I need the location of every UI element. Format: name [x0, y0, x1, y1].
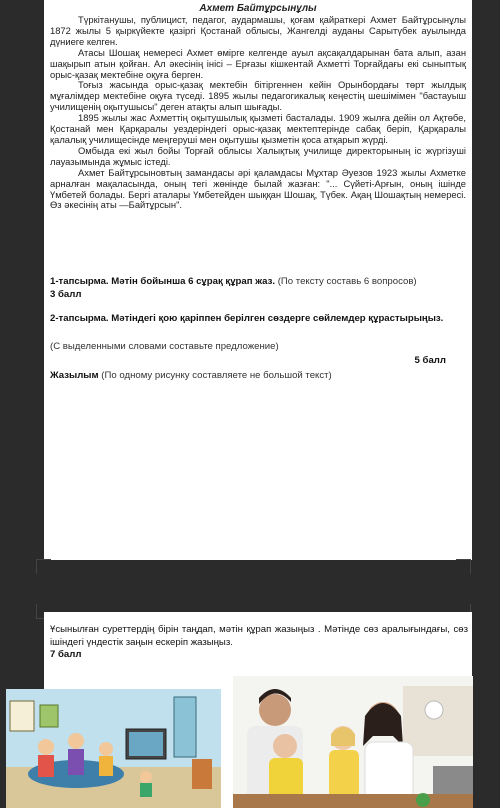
paragraph-3: Тоғыз жасында орыс-қазақ мектебін бітіргеннен кейін Орынбордағы төрт жылдық мұғалімдер мектебіне оқуға түседі. 1895 жылы педагогикалық кеңестің шешімімен "бастауыш училищенің оқытушысы" деген атақты алып шығады. [50, 79, 466, 113]
family-cooking-illustration [233, 676, 473, 808]
document-body [50, 15, 466, 211]
task-3-note: (По одному рисунку составляете не большой текст) [101, 370, 332, 381]
paragraph-5: Омбыда екі жыл бойы Торғай облысы Халықтық училище директорының іс жүргізуші лауазымында жұмыс істеді. [50, 144, 466, 167]
task-2-score: 5 балл [414, 355, 446, 366]
family-cooking-image [233, 676, 473, 808]
page-2-instruction: Ұсынылған суреттердің бірін таңдап, мәтін құрап жазыңыз . Мәтінде сөз аралығындағы, сөз ішіндегі үндестік заңын ескеріп жазыңыз. 7 балл [50, 624, 468, 660]
crop-mark-top-right [456, 559, 471, 574]
paragraph-2: Атасы Шошақ немересі Ахмет өмірге келгенде ауыл ақсақалдарынан бата алып, азан шақырып атын қойған. Ал әкесінің інісі – Ерғазы кішкентай Ахметті Торғайдағы екі сыныптық орыс-қазақ мектебіне оқуға берген. [50, 46, 466, 80]
task-1-title: 1-тапсырма. Мәтін бойынша 6 сұрақ құрап жаз. [50, 276, 276, 287]
task-2-title: 2-тапсырма. Мәтіндегі қою қаріппен берілген сөздерге сөйлемдер құрастырыңыз. [50, 313, 444, 324]
task-3 [50, 370, 466, 382]
paragraph-4: 1895 жылы жас Ахметтің оқытушылық қызметі басталады. 1909 жылға дейін ол Ақтөбе, Қостанай мен Қарқаралы уездеріндегі орыс-қазақ мектептерінде сабақ беріп, Қарқаралы қалалық училищесінде меңгеруші мен оқытушы қызметін қоса атқарып жүрді. [50, 112, 466, 145]
family-cartoon-image [6, 689, 221, 808]
document-title: Ахмет Байтұрсынұлы [199, 3, 317, 14]
task-1 [50, 276, 466, 288]
task-3-title: Жазылым [50, 370, 99, 381]
task-2 [50, 313, 466, 325]
page-2-score: 7 балл [50, 649, 82, 660]
crop-mark-top-left [36, 559, 51, 574]
paragraph-6: Ахмет Байтұрсыновтың замандасы әрі қаламдасы Мұхтар Әуезов 1923 жылы Ахметке арналған мақаласында, оның тегі жөнінде былай жазған: "... Сүйеті-Арғын, оның ішінде Үмбетей болады. Бергі аталары Үмбетейден шыққан Шошақ, Түбек. Ақаң Шошақтың немересі. Өз әкесінің аты —Байтұрсын". [50, 166, 466, 211]
family-cartoon-illustration [6, 689, 221, 808]
task-1-score: 3 балл [50, 289, 82, 300]
paragraph-1: Түркітанушы, публицист, педагог, аудармашы, қоғам қайраткері Ахмет Байтұрсынұлы 1872 жылы 5 қыркүйекте қазіргі Қостанай облысы, Жангелді ауданы Сарытүбек ауылында дүниеге келген. [50, 14, 466, 47]
task-2-note: (С выделенными словами составьте предложение) [50, 341, 279, 352]
task-1-note: (По тексту составь 6 вопросов) [277, 276, 417, 287]
document-page-1 [44, 0, 472, 560]
